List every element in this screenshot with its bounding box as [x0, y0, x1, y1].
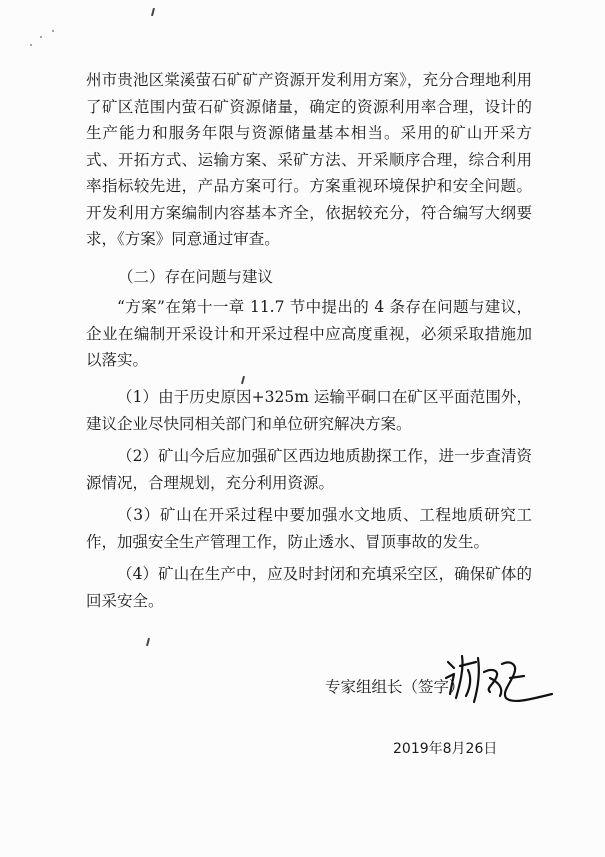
handwritten-signature	[440, 648, 560, 708]
signature-date: 2019年8月26日	[393, 741, 498, 757]
suggestion-item-2: （2）矿山今后应加强矿区西边地质勘探工作，进一步查清资源情况，合理规划，充分利用资源。	[86, 447, 532, 492]
suggestion-item-4: （4）矿山在生产中，应及时封闭和充填采空区，确保矿体的回采安全。	[86, 565, 532, 610]
paragraph-issues-intro: “方案”在第十一章 11.7 节中提出的 4 条存在问题与建议，企业在编制开采设计和开采过程中应高度重视，必须采取措施加以落实。	[86, 298, 532, 369]
scan-mark	[146, 638, 150, 646]
paragraph-conclusion: 州市贵池区棠溪萤石矿矿产资源开发利用方案》，充分合理地利用了矿区范围内萤石矿资源储量，确定的资源利用率合理，设计的生产能力和服务年限与资源储量基本相当。采用的矿山开采方式、开拓方式、运输方案、采矿方法、开采顺序合理，综合利用率指标较先进，产品方案可行。方案重视环境保护和安全问题。开发利用方案编制内容基本齐全，依据较充分，符合编写大纲要求，《方案》同意通过审查。	[86, 71, 532, 248]
suggestion-item-3: （3）矿山在开采过程中要加强水文地质、工程地质研究工作，加强安全生产管理工作，防止透水、冒顶事故的发生。	[86, 506, 532, 551]
scan-speck	[30, 44, 32, 46]
section-heading: （二）存在问题与建议	[118, 268, 274, 286]
scan-speck	[40, 36, 42, 38]
scan-mark	[241, 376, 245, 384]
signature-label: 专家组组长（签字）	[325, 678, 465, 696]
scan-speck	[52, 30, 54, 32]
scan-mark	[151, 8, 155, 16]
suggestion-item-1: （1）由于历史原因+325m 运输平硐口在矿区平面范围外，建议企业尽快同相关部门和单位研究解决方案。	[86, 388, 532, 433]
